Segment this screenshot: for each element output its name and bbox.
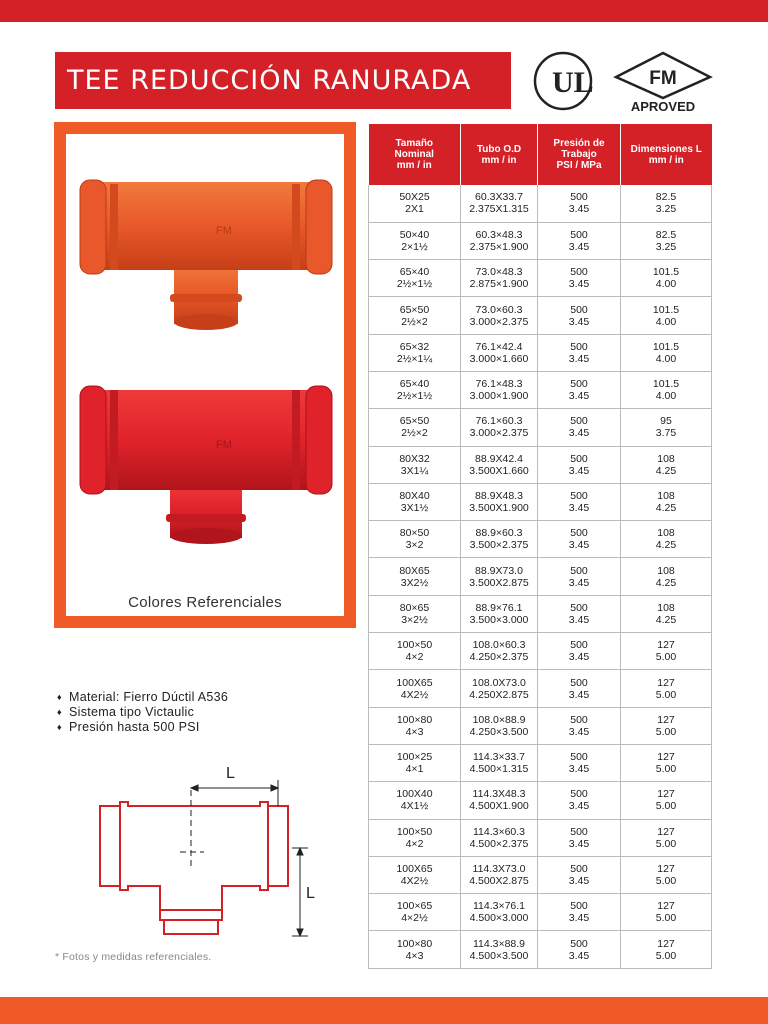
photo-caption: Colores Referenciales [128, 594, 282, 611]
cell-tube-od: 76.1×48.3 3.000×1.900 [461, 371, 538, 408]
table-row [369, 297, 712, 334]
red-reducing-tee-image [66, 374, 344, 556]
table-row [369, 633, 712, 670]
fm-approved-icon [612, 50, 714, 116]
table-row [369, 446, 712, 483]
cell-working-pressure: 500 3.45 [538, 707, 621, 744]
cell-nominal-size: 80X65 3X2½ [369, 558, 461, 595]
product-photo [66, 134, 344, 616]
cell-dimensions-l: 127 5.00 [621, 707, 712, 744]
cell-working-pressure: 500 3.45 [538, 446, 621, 483]
dimension-diagram [92, 758, 332, 944]
top-accent-bar [0, 0, 768, 22]
cell-nominal-size: 65×50 2½×2 [369, 297, 461, 334]
feature-item [57, 690, 228, 705]
cell-dimensions-l: 108 4.25 [621, 446, 712, 483]
cell-dimensions-l: 127 5.00 [621, 856, 712, 893]
cell-working-pressure: 500 3.45 [538, 670, 621, 707]
cell-nominal-size: 100×25 4×1 [369, 744, 461, 781]
cell-working-pressure: 500 3.45 [538, 409, 621, 446]
cell-nominal-size: 65×32 2½×1¼ [369, 334, 461, 371]
feature-text: Presión hasta 500 PSI [69, 720, 200, 734]
table-row [369, 260, 712, 297]
cell-nominal-size: 65×40 2½×1½ [369, 260, 461, 297]
fm-logo-text: FM [649, 68, 677, 89]
cell-nominal-size: 80×50 3×2 [369, 521, 461, 558]
product-photo-frame [54, 122, 356, 628]
table-row [369, 931, 712, 968]
feature-list [57, 690, 228, 735]
cell-nominal-size: 80×65 3×2½ [369, 595, 461, 632]
table-row [369, 595, 712, 632]
cell-working-pressure: 500 3.45 [538, 483, 621, 520]
cell-dimensions-l: 127 5.00 [621, 744, 712, 781]
cell-tube-od: 108.0×88.9 4.250×3.500 [461, 707, 538, 744]
cell-dimensions-l: 127 5.00 [621, 782, 712, 819]
cell-nominal-size: 65×50 2½×2 [369, 409, 461, 446]
feature-item [57, 720, 228, 735]
cell-tube-od: 108.0X73.0 4.250X2.875 [461, 670, 538, 707]
cell-tube-od: 88.9×76.1 3.500×3.000 [461, 595, 538, 632]
cell-nominal-size: 50×40 2×1½ [369, 222, 461, 259]
header-nominal-size: Tamaño Nominal mm / in [369, 124, 461, 185]
cell-dimensions-l: 82.5 3.25 [621, 222, 712, 259]
cell-nominal-size: 100×50 4×2 [369, 633, 461, 670]
header-dimensions-l: Dimensiones L mm / in [621, 124, 712, 185]
cell-dimensions-l: 108 4.25 [621, 558, 712, 595]
cell-dimensions-l: 108 4.25 [621, 521, 712, 558]
cell-dimensions-l: 127 5.00 [621, 670, 712, 707]
cell-nominal-size: 50X25 2X1 [369, 185, 461, 222]
cell-tube-od: 88.9×60.3 3.500×2.375 [461, 521, 538, 558]
fm-logo-caption: APROVED [630, 99, 696, 114]
bottom-accent-bar [0, 997, 768, 1024]
cell-tube-od: 114.3×88.9 4.500×3.500 [461, 931, 538, 968]
cell-dimensions-l: 108 4.25 [621, 595, 712, 632]
table-row [369, 894, 712, 931]
table-row [369, 222, 712, 259]
table-row [369, 185, 712, 222]
cell-tube-od: 88.9X42.4 3.500X1.660 [461, 446, 538, 483]
table-row [369, 819, 712, 856]
cell-working-pressure: 500 3.45 [538, 744, 621, 781]
cell-dimensions-l: 127 5.00 [621, 633, 712, 670]
cell-dimensions-l: 95 3.75 [621, 409, 712, 446]
cell-nominal-size: 100×50 4×2 [369, 819, 461, 856]
table-row [369, 334, 712, 371]
cell-tube-od: 114.3X73.0 4.500X2.875 [461, 856, 538, 893]
cell-working-pressure: 500 3.45 [538, 782, 621, 819]
diamond-bullet-icon: ♦ [57, 722, 62, 732]
table-row [369, 670, 712, 707]
cell-dimensions-l: 101.5 4.00 [621, 260, 712, 297]
specification-table [368, 124, 712, 969]
table-row [369, 782, 712, 819]
table-header-row [369, 124, 712, 185]
header-tube-od: Tubo O.D mm / in [461, 124, 538, 185]
table-row [369, 707, 712, 744]
cell-nominal-size: 100X65 4X2½ [369, 856, 461, 893]
ul-certification-icon [532, 50, 594, 112]
diamond-bullet-icon: ♦ [57, 707, 62, 717]
cell-working-pressure: 500 3.45 [538, 558, 621, 595]
cell-tube-od: 76.1×60.3 3.000×2.375 [461, 409, 538, 446]
cell-tube-od: 76.1×42.4 3.000×1.660 [461, 334, 538, 371]
cell-dimensions-l: 127 5.00 [621, 894, 712, 931]
feature-item [57, 705, 228, 720]
table-row [369, 521, 712, 558]
footnote: * Fotos y medidas referenciales. [55, 951, 212, 963]
cell-working-pressure: 500 3.45 [538, 185, 621, 222]
cell-nominal-size: 80X32 3X1¼ [369, 446, 461, 483]
title-banner [55, 52, 511, 109]
cell-working-pressure: 500 3.45 [538, 931, 621, 968]
orange-reducing-tee-image [66, 164, 344, 346]
cell-working-pressure: 500 3.45 [538, 633, 621, 670]
cell-working-pressure: 500 3.45 [538, 260, 621, 297]
cell-tube-od: 114.3×60.3 4.500×2.375 [461, 819, 538, 856]
cell-nominal-size: 100×80 4×3 [369, 931, 461, 968]
cell-tube-od: 88.9X73.0 3.500X2.875 [461, 558, 538, 595]
cell-working-pressure: 500 3.45 [538, 595, 621, 632]
diamond-bullet-icon: ♦ [57, 692, 62, 702]
cell-nominal-size: 100X65 4X2½ [369, 670, 461, 707]
cell-tube-od: 114.3×76.1 4.500×3.000 [461, 894, 538, 931]
cell-tube-od: 73.0×48.3 2.875×1.900 [461, 260, 538, 297]
cell-dimensions-l: 82.5 3.25 [621, 185, 712, 222]
cell-tube-od: 114.3X48.3 4.500X1.900 [461, 782, 538, 819]
cell-working-pressure: 500 3.45 [538, 894, 621, 931]
feature-text: Sistema tipo Victaulic [69, 705, 195, 719]
cell-tube-od: 60.3×48.3 2.375×1.900 [461, 222, 538, 259]
cell-working-pressure: 500 3.45 [538, 856, 621, 893]
cell-tube-od: 88.9X48.3 3.500X1.900 [461, 483, 538, 520]
table-row [369, 558, 712, 595]
cell-dimensions-l: 127 5.00 [621, 819, 712, 856]
cell-working-pressure: 500 3.45 [538, 521, 621, 558]
ul-logo-text: UL [552, 66, 594, 99]
cell-dimensions-l: 101.5 4.00 [621, 371, 712, 408]
cell-tube-od: 73.0×60.3 3.000×2.375 [461, 297, 538, 334]
cell-tube-od: 114.3×33.7 4.500×1.315 [461, 744, 538, 781]
dimension-label-top: L [226, 765, 235, 782]
cell-nominal-size: 65×40 2½×1½ [369, 371, 461, 408]
cell-nominal-size: 80X40 3X1½ [369, 483, 461, 520]
table-row [369, 483, 712, 520]
table-row [369, 744, 712, 781]
cell-working-pressure: 500 3.45 [538, 297, 621, 334]
cell-dimensions-l: 101.5 4.00 [621, 297, 712, 334]
dimension-label-side: L [306, 885, 315, 902]
cell-working-pressure: 500 3.45 [538, 222, 621, 259]
cell-nominal-size: 100×65 4×2½ [369, 894, 461, 931]
orange-fitting-casting-text: FM [216, 225, 232, 237]
table-row [369, 371, 712, 408]
cell-nominal-size: 100×80 4×3 [369, 707, 461, 744]
cell-dimensions-l: 108 4.25 [621, 483, 712, 520]
table-row [369, 409, 712, 446]
cell-nominal-size: 100X40 4X1½ [369, 782, 461, 819]
table-row [369, 856, 712, 893]
cell-dimensions-l: 101.5 4.00 [621, 334, 712, 371]
cell-working-pressure: 500 3.45 [538, 334, 621, 371]
feature-text: Material: Fierro Dúctil A536 [69, 690, 229, 704]
cell-working-pressure: 500 3.45 [538, 371, 621, 408]
red-fitting-casting-text: FM [216, 439, 232, 451]
page-title: TEE REDUCCIÓN RANURADA [67, 65, 472, 96]
header-working-pressure: Presión de Trabajo PSI / MPa [538, 124, 621, 185]
cell-working-pressure: 500 3.45 [538, 819, 621, 856]
cell-tube-od: 108.0×60.3 4.250×2.375 [461, 633, 538, 670]
cell-dimensions-l: 127 5.00 [621, 931, 712, 968]
cell-tube-od: 60.3X33.7 2.375X1.315 [461, 185, 538, 222]
